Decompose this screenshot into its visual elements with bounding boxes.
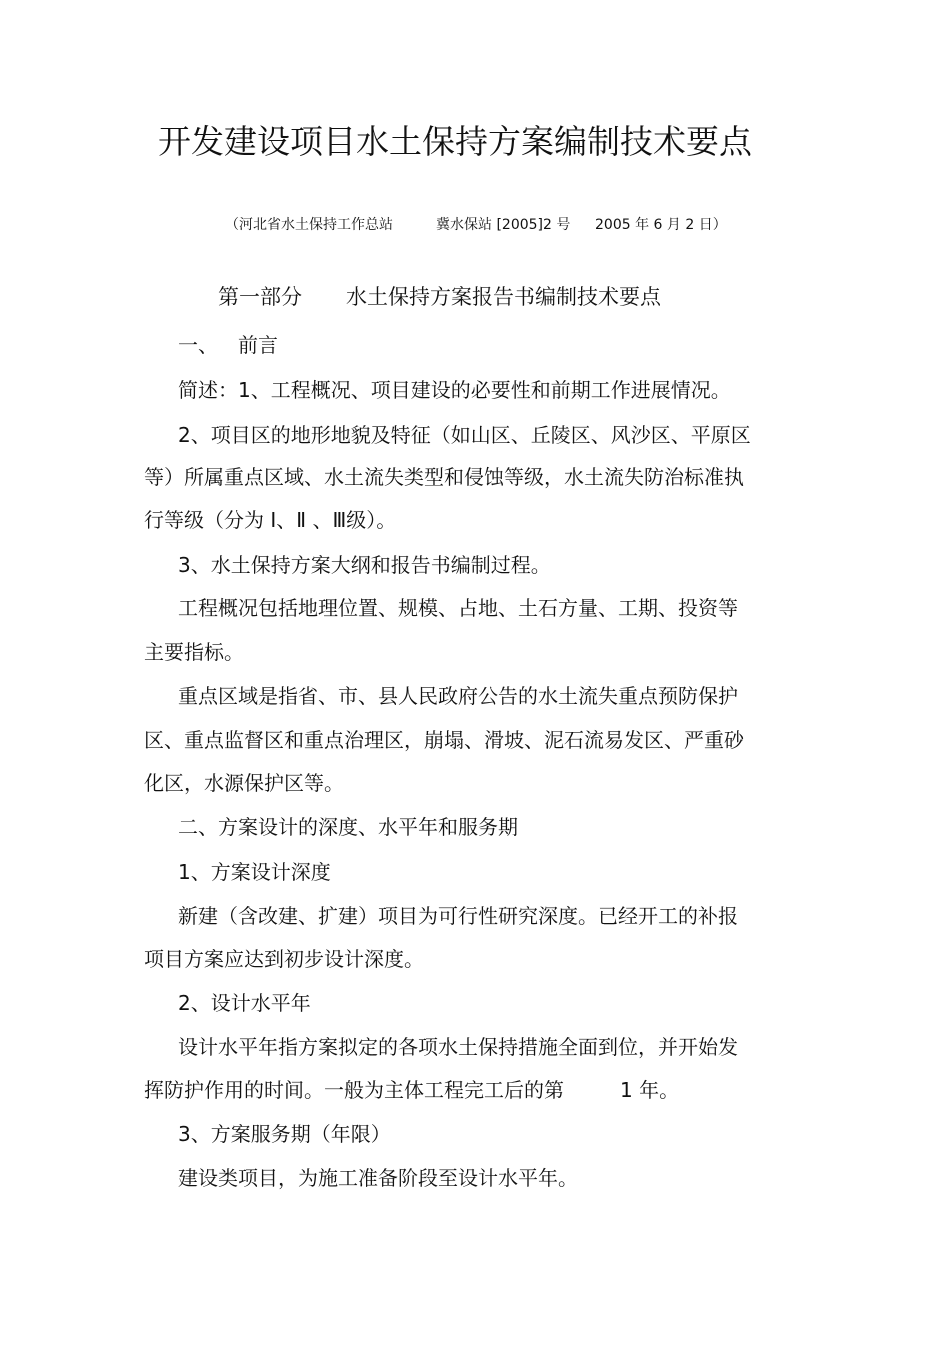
subsection-heading: 1、方案设计深度 [178, 860, 331, 884]
section-number: 一、 [178, 333, 218, 357]
paragraph-line: 项目方案应达到初步设计深度。 [144, 947, 424, 971]
source-date: 2005 年 6 月 2 日） [595, 217, 727, 233]
source-org: （河北省水土保持工作总站 [225, 217, 393, 233]
subsection-heading: 2、设计水平年 [178, 991, 311, 1015]
paragraph-line: 等）所属重点区域、水土流失类型和侵蚀等级，水土流失防治标准执 [144, 465, 744, 489]
paragraph-line: 3、水土保持方案大纲和报告书编制过程。 [178, 553, 551, 577]
paragraph-line: 重点区域是指省、市、县人民政府公告的水土流失重点预防保护 [178, 684, 738, 708]
paragraph-line: 化区，水源保护区等。 [144, 771, 344, 795]
paragraph-line: 新建（含改建、扩建）项目为可行性研究深度。已经开工的补报 [178, 904, 738, 928]
paragraph-line: 建设类项目，为施工准备阶段至设计水平年。 [178, 1166, 578, 1190]
part-label: 第一部分 [218, 285, 302, 309]
section-title: 前言 [238, 333, 278, 357]
paragraph-line: 2、项目区的地形地貌及特征（如山区、丘陵区、风沙区、平原区 [178, 423, 751, 447]
source-doc-number: 冀水保站 [2005]2 号 [436, 217, 571, 233]
document-title: 开发建设项目水土保持方案编制技术要点 [158, 122, 752, 161]
paragraph-line: 简述：1、工程概况、项目建设的必要性和前期工作进展情况。 [178, 378, 731, 402]
paragraph-line: 主要指标。 [144, 640, 244, 664]
paragraph-line: 设计水平年指方案拟定的各项水土保持措施全面到位，并开始发 [178, 1035, 738, 1059]
paragraph-line: 区、重点监督区和重点治理区，崩塌、滑坡、泥石流易发区、严重砂 [144, 728, 744, 752]
paragraph-line: 挥防护作用的时间。一般为主体工程完工后的第 [144, 1078, 564, 1102]
part-title: 水土保持方案报告书编制技术要点 [346, 285, 661, 309]
paragraph-line: 行等级（分为 Ⅰ、Ⅱ 、Ⅲ级）。 [144, 508, 397, 532]
paragraph-line-tail: 1 年。 [620, 1078, 680, 1102]
section-heading: 二、方案设计的深度、水平年和服务期 [178, 815, 518, 839]
paragraph-line: 工程概况包括地理位置、规模、占地、土石方量、工期、投资等 [178, 596, 738, 620]
subsection-heading: 3、方案服务期（年限） [178, 1122, 391, 1146]
